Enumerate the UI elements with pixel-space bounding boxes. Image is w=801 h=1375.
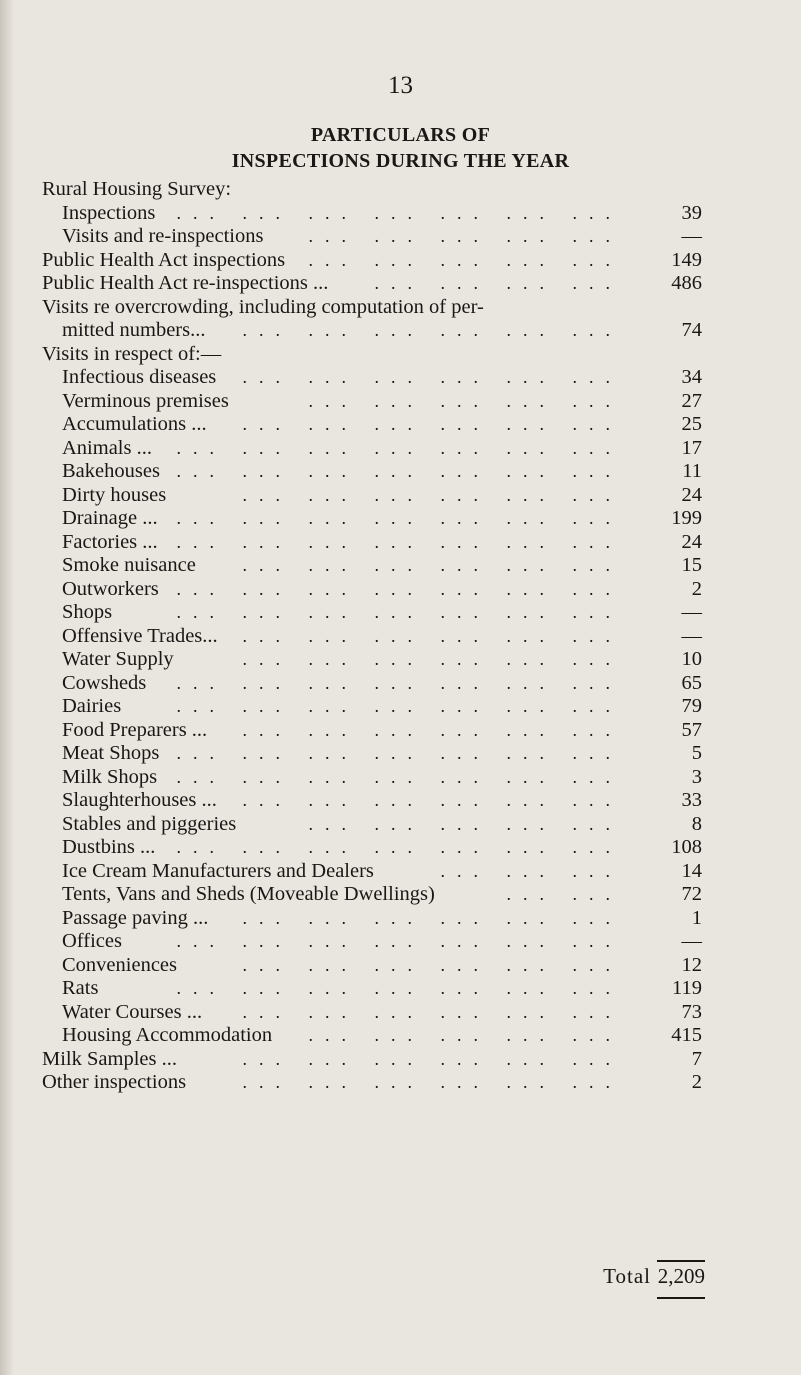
item-label: Smoke nuisance bbox=[62, 554, 196, 576]
leader-dots: ... ... ... bbox=[440, 860, 622, 881]
item-label: Meat Shops bbox=[62, 742, 160, 764]
item-label: Visits and re-inspections bbox=[62, 225, 264, 247]
leader-dots: ... ... ... ... ... ... bbox=[242, 907, 622, 928]
item-label: Drainage ... bbox=[62, 507, 158, 529]
item-label: Stables and piggeries bbox=[62, 812, 237, 835]
item-label: Offices bbox=[62, 930, 122, 952]
leader-dots: ... ... ... ... ... ... bbox=[242, 484, 622, 505]
list-item bbox=[42, 202, 702, 226]
list-item bbox=[42, 719, 702, 743]
leader-dots: ... ... ... ... ... ... ... bbox=[176, 931, 622, 951]
leader-dots: ... ... ... ... ... ... ... bbox=[176, 202, 622, 223]
list-item bbox=[42, 742, 702, 766]
item-label: Visits in respect of:— bbox=[42, 342, 222, 365]
item-label: Accumulations ... bbox=[62, 413, 207, 435]
list-item bbox=[42, 578, 702, 602]
item-label: Other inspections bbox=[42, 1071, 187, 1093]
item-label: Inspections bbox=[62, 201, 156, 224]
leader-dots: ... ... ... ... ... ... ... bbox=[176, 508, 622, 528]
leader-dots: ... ... ... ... ... ... ... bbox=[176, 766, 622, 787]
total-bottom-rule bbox=[657, 1297, 705, 1299]
item-label: Animals ... bbox=[62, 436, 152, 459]
item-value: 108 bbox=[671, 836, 702, 858]
item-label: Public Health Act re-inspections ... bbox=[42, 272, 329, 294]
list-item bbox=[42, 907, 702, 931]
item-value: 25 bbox=[681, 413, 702, 435]
page-title-line-1: PARTICULARS OF bbox=[310, 124, 491, 146]
item-value: — bbox=[681, 601, 702, 623]
leader-dots: ... ... ... ... ... ... bbox=[242, 649, 622, 669]
item-value: 3 bbox=[691, 765, 702, 788]
item-label: Ice Cream Manufacturers and Dealers bbox=[62, 859, 374, 882]
item-value: 5 bbox=[691, 742, 702, 764]
item-label: Cowsheds bbox=[62, 671, 147, 694]
leader-dots: ... ... ... ... ... ... ... bbox=[176, 578, 622, 599]
list-item bbox=[42, 860, 702, 884]
item-label: Verminous premises bbox=[62, 389, 229, 412]
list-item bbox=[42, 601, 702, 625]
item-label: Rural Housing Survey: bbox=[42, 178, 232, 200]
item-value: 74 bbox=[681, 319, 702, 341]
list-item bbox=[42, 437, 702, 461]
item-label: mitted numbers... bbox=[62, 319, 206, 341]
item-value: 39 bbox=[681, 201, 702, 224]
total-top-rule bbox=[657, 1260, 705, 1262]
item-label: Milk Samples ... bbox=[42, 1047, 177, 1070]
item-value: 7 bbox=[691, 1047, 702, 1070]
list-item bbox=[42, 672, 702, 696]
item-label: Dairies bbox=[62, 695, 122, 717]
list-item bbox=[42, 413, 702, 437]
leader-dots: ... ... ... ... ... ... bbox=[242, 954, 622, 975]
item-label: Milk Shops bbox=[62, 765, 158, 788]
leader-dots: ... ... ... ... ... bbox=[308, 1025, 622, 1045]
item-value: — bbox=[681, 225, 702, 247]
item-label: Housing Accommodation bbox=[62, 1024, 273, 1046]
leader-dots: ... ... ... ... ... ... ... bbox=[176, 437, 622, 458]
item-value: 15 bbox=[681, 554, 702, 576]
item-label: Factories ... bbox=[62, 530, 158, 553]
list-item bbox=[42, 1071, 702, 1095]
list-item bbox=[42, 930, 702, 954]
leader-dots: ... ... ... ... ... ... ... bbox=[176, 461, 622, 481]
item-label: Visits re overcrowding, including computation of per- bbox=[42, 295, 484, 318]
item-value: 2 bbox=[691, 577, 702, 600]
leader-dots: ... ... ... ... ... bbox=[308, 813, 622, 834]
item-value: 119 bbox=[672, 977, 702, 999]
leader-dots: ... ... ... ... ... ... bbox=[242, 320, 622, 340]
leader-dots: ... ... ... ... ... ... bbox=[242, 414, 622, 434]
leader-dots: ... ... ... ... ... ... ... bbox=[176, 837, 622, 857]
leader-dots: ... ... ... ... ... ... bbox=[242, 1072, 622, 1092]
item-label: Shops bbox=[62, 601, 113, 623]
item-label: Conveniences bbox=[62, 953, 177, 976]
item-label: Dustbins ... bbox=[62, 836, 156, 858]
item-value: 33 bbox=[681, 789, 702, 811]
leader-dots: ... ... ... ... ... ... bbox=[242, 1048, 622, 1069]
list-item bbox=[42, 390, 702, 414]
leader-dots: ... ... ... ... ... ... bbox=[242, 367, 622, 387]
item-value: 65 bbox=[681, 671, 702, 694]
page-title-line-2: INSPECTIONS DURING THE YEAR bbox=[231, 150, 570, 172]
page-number: 13 bbox=[388, 72, 413, 99]
leader-dots: ... ... ... ... ... ... bbox=[242, 1001, 622, 1022]
item-value: — bbox=[681, 624, 702, 647]
list-item bbox=[42, 1001, 702, 1025]
item-label: Dirty houses bbox=[62, 483, 167, 506]
item-value: 27 bbox=[681, 389, 702, 412]
item-value: 8 bbox=[691, 812, 702, 835]
list-item bbox=[42, 178, 702, 202]
list-item bbox=[42, 813, 702, 837]
list-item bbox=[42, 507, 702, 531]
item-value: 34 bbox=[681, 366, 702, 388]
item-label: Tents, Vans and Sheds (Moveable Dwellings) bbox=[62, 883, 435, 905]
item-label: Slaughterhouses ... bbox=[62, 789, 217, 811]
item-label: Infectious diseases bbox=[62, 366, 217, 388]
list-item bbox=[42, 319, 702, 343]
list-item bbox=[42, 531, 702, 555]
leader-dots: ... ... ... ... bbox=[374, 273, 622, 293]
item-value: 11 bbox=[682, 460, 702, 482]
item-value: — bbox=[681, 930, 702, 952]
leader-dots: ... ... ... ... ... bbox=[308, 226, 622, 246]
list-item bbox=[42, 249, 702, 273]
item-label: Passage paving ... bbox=[62, 906, 209, 929]
total-label: Total bbox=[603, 1264, 651, 1288]
leader-dots: ... ... ... ... ... ... bbox=[242, 790, 622, 810]
total-row bbox=[0, 1264, 801, 1294]
item-value: 72 bbox=[681, 883, 702, 905]
leader-dots: ... ... ... ... ... ... bbox=[242, 555, 622, 575]
item-value: 1 bbox=[691, 906, 702, 929]
list-item bbox=[42, 554, 702, 578]
leader-dots: ... ... ... ... ... ... ... bbox=[176, 602, 622, 622]
leader-dots: ... ... ... ... ... ... ... bbox=[176, 672, 622, 693]
item-value: 486 bbox=[671, 272, 702, 294]
item-label: Water Supply bbox=[62, 648, 174, 670]
list-item bbox=[42, 883, 702, 907]
item-value: 12 bbox=[681, 953, 702, 976]
list-item bbox=[42, 272, 702, 296]
item-label: Rats bbox=[62, 977, 99, 999]
item-label: Food Preparers ... bbox=[62, 718, 208, 741]
item-value: 14 bbox=[681, 859, 702, 882]
item-label: Water Courses ... bbox=[62, 1000, 203, 1023]
leader-dots: ... ... ... ... ... ... bbox=[242, 625, 622, 646]
item-value: 149 bbox=[671, 248, 702, 271]
list-item bbox=[42, 366, 702, 390]
list-item bbox=[42, 695, 702, 719]
leader-dots: ... ... ... ... ... bbox=[308, 390, 622, 411]
item-label: Public Health Act inspections bbox=[42, 248, 286, 271]
list-item bbox=[42, 460, 702, 484]
list-item bbox=[42, 225, 702, 249]
total-value: 2,209 bbox=[657, 1264, 705, 1288]
inspections-list bbox=[42, 178, 702, 1095]
item-value: 17 bbox=[681, 436, 702, 459]
leader-dots: ... ... ... ... ... ... ... bbox=[176, 531, 622, 552]
item-value: 199 bbox=[671, 507, 702, 529]
item-value: 24 bbox=[681, 483, 702, 506]
list-item bbox=[42, 296, 702, 320]
list-item bbox=[42, 836, 702, 860]
item-value: 415 bbox=[671, 1024, 702, 1046]
leader-dots: ... ... ... ... ... ... ... bbox=[176, 978, 622, 998]
list-item bbox=[42, 789, 702, 813]
leader-dots: ... ... ... ... ... ... ... bbox=[176, 696, 622, 716]
list-item bbox=[42, 766, 702, 790]
page-edge-shadow bbox=[0, 0, 14, 1375]
list-item bbox=[42, 648, 702, 672]
list-item bbox=[42, 625, 702, 649]
leader-dots: ... ... ... ... ... bbox=[308, 249, 622, 270]
list-item bbox=[42, 977, 702, 1001]
item-label: Offensive Trades... bbox=[62, 624, 218, 647]
item-label: Bakehouses bbox=[62, 460, 160, 482]
leader-dots: ... ... ... ... ... ... bbox=[242, 719, 622, 740]
item-value: 73 bbox=[681, 1000, 702, 1023]
list-item bbox=[42, 484, 702, 508]
list-item bbox=[42, 1024, 702, 1048]
list-item bbox=[42, 343, 702, 367]
item-value: 24 bbox=[681, 530, 702, 553]
item-value: 10 bbox=[681, 648, 702, 670]
list-item bbox=[42, 954, 702, 978]
list-item bbox=[42, 1048, 702, 1072]
leader-dots: ... ... bbox=[506, 884, 622, 904]
item-value: 2 bbox=[691, 1071, 702, 1093]
item-value: 57 bbox=[681, 718, 702, 741]
item-label: Outworkers bbox=[62, 577, 159, 600]
leader-dots: ... ... ... ... ... ... ... bbox=[176, 743, 622, 763]
item-value: 79 bbox=[681, 695, 702, 717]
